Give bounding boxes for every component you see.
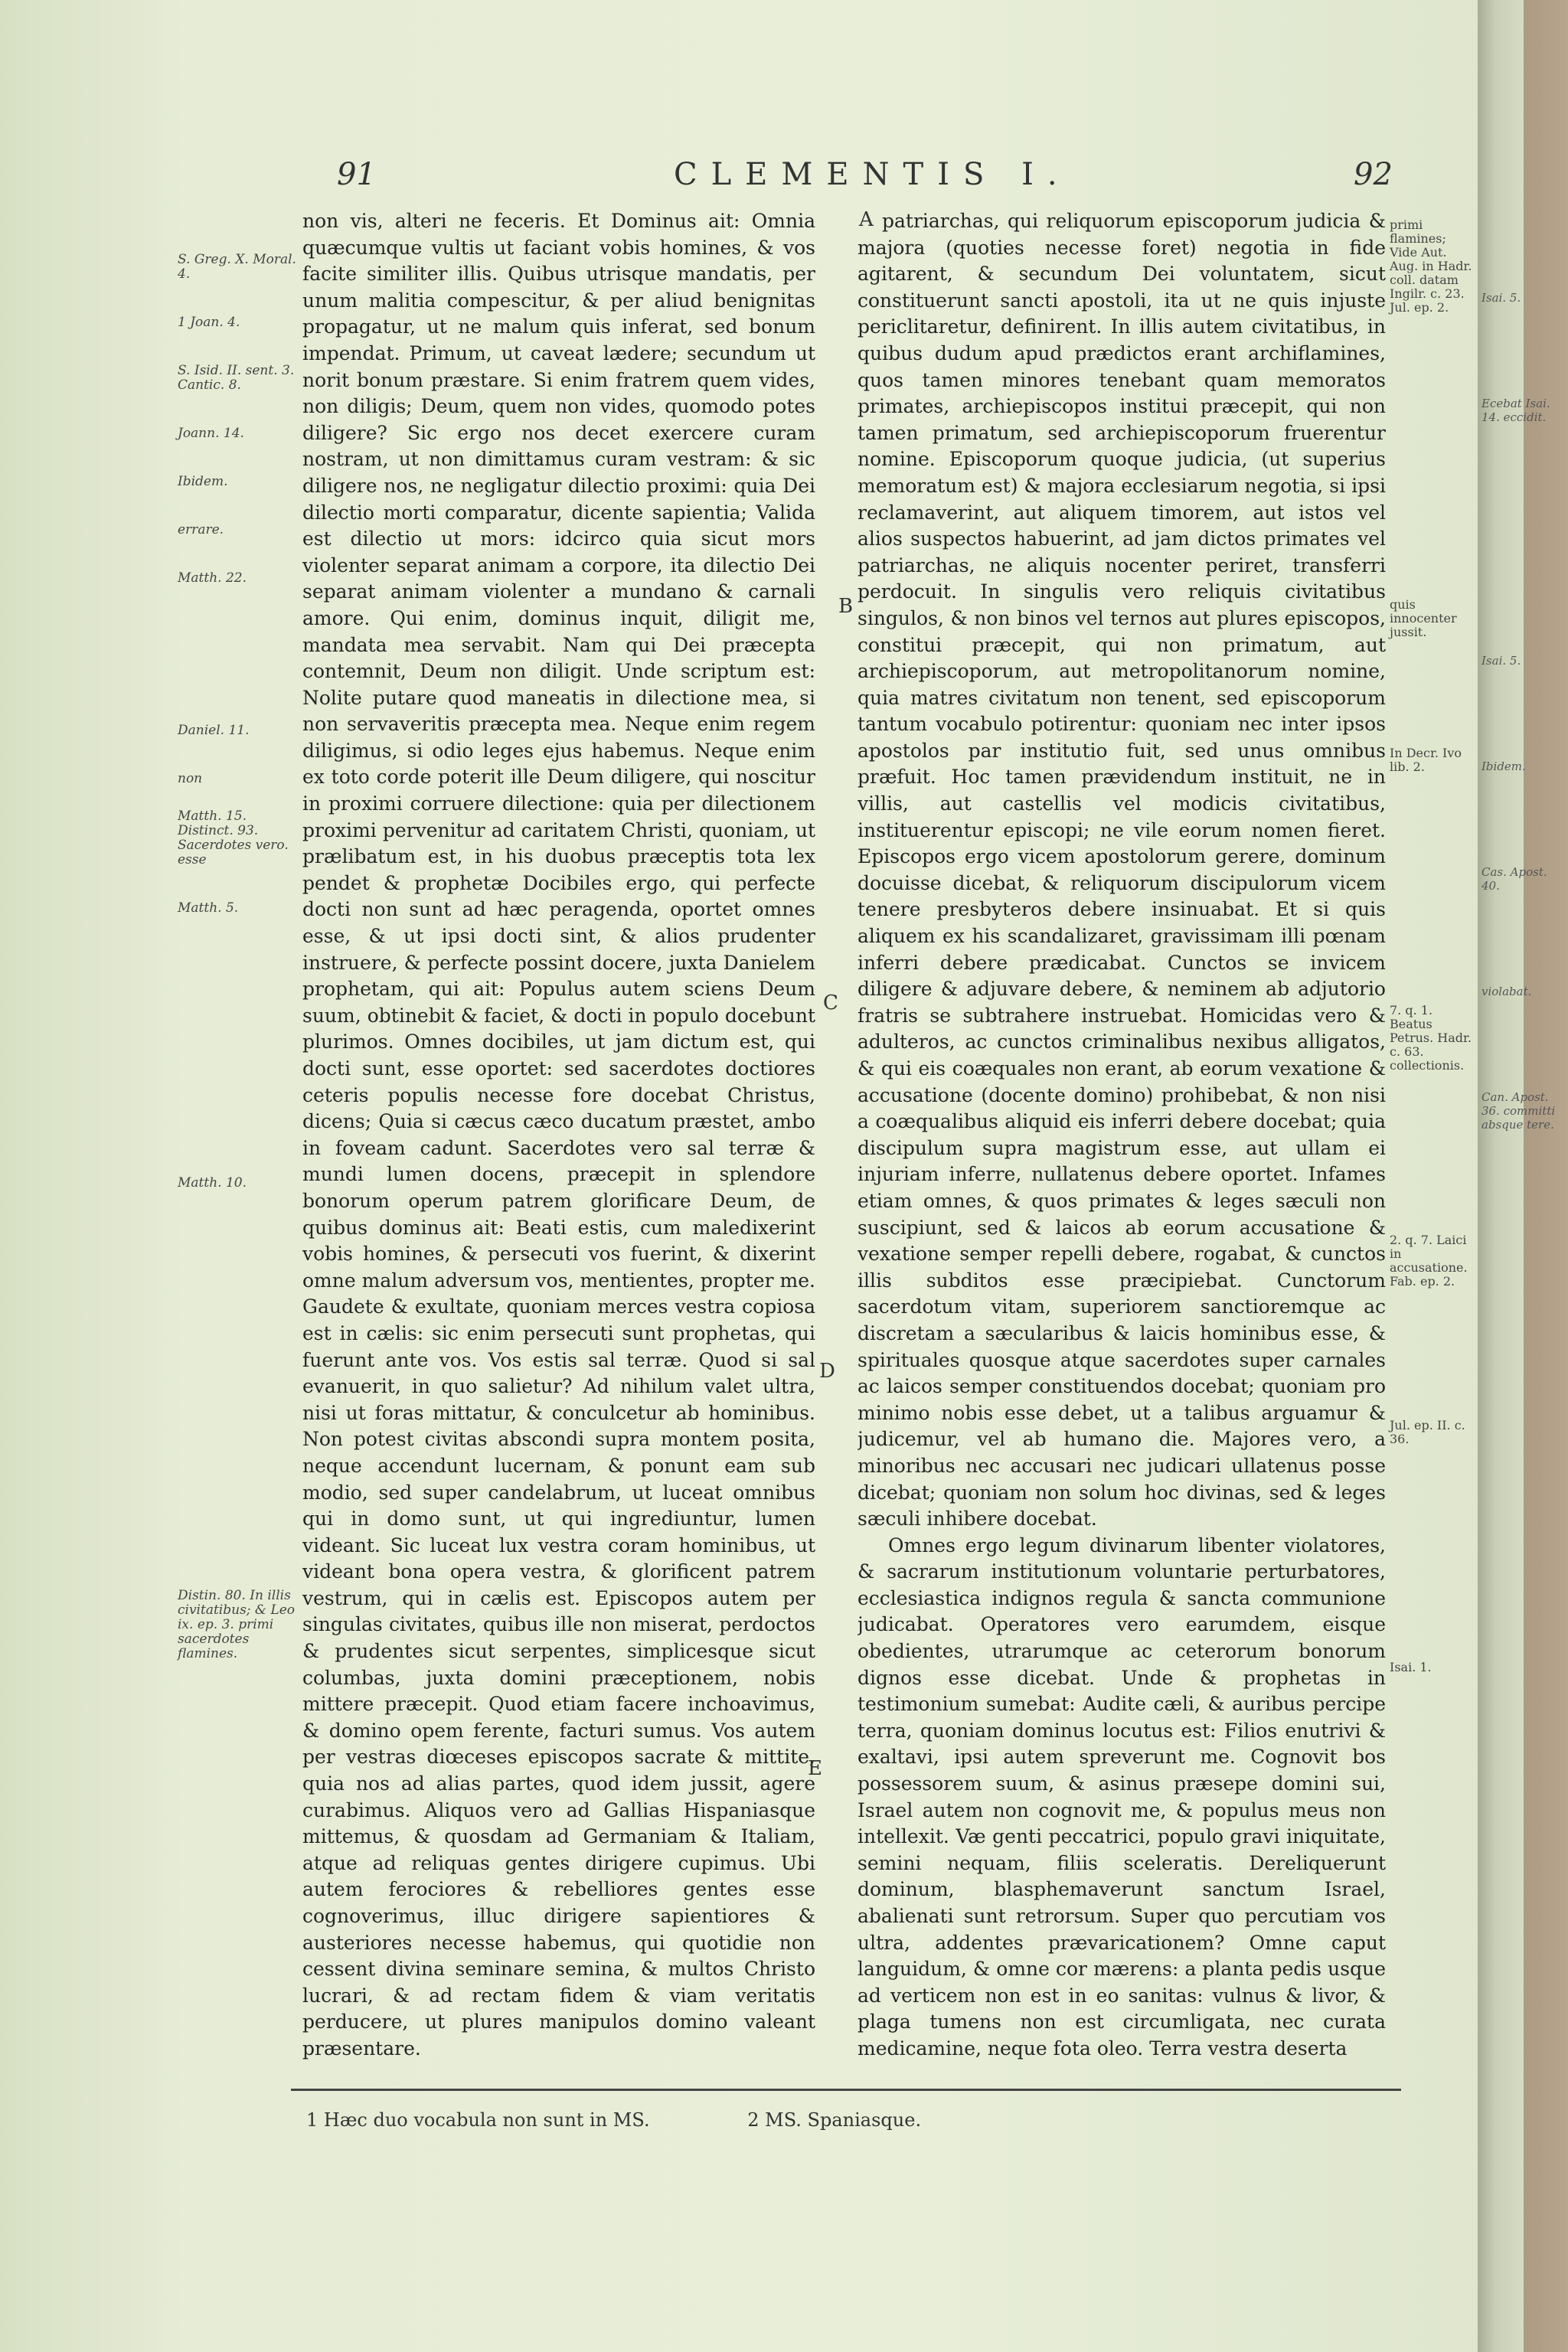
facing-page-fragments (1481, 291, 1566, 1223)
section-letter: C (823, 991, 838, 1014)
running-head: CLEMENTIS I. (674, 157, 1071, 192)
margin-note: Daniel. 11. (178, 723, 250, 738)
margin-note: 1 Joan. 4. (178, 315, 240, 330)
footnote: 1 Hæc duo vocabula non sunt in MS. (306, 2109, 650, 2131)
margin-note: Ibidem. (178, 474, 228, 489)
paragraph: Omnes ergo legum divinarum libenter violatores, & sacrarum institutionum voluntarie perturbatores, ecclesiastica indignos regula & sancta communione judicabat. Operatores vero earumdem, eisque obedientes, utrarumque ac ceterorum bonorum dignos esse dicebat. Unde & prophetas in testimonium sumebat: Audite cæli, & auribus percipe terra, quoniam dominus locutus est: Filios enutrivi & exaltavi, ipsi autem spreverunt me. Cognovit bos possessorem suum, & asinus præsepe domini sui, Israel autem non cognovit me, & populus meus non intellexit. Væ genti peccatrici, populo gravi iniquitate, semini nequam, filiis sceleratis. Dereliquerunt dominum, blasphemaverunt sanctum Israel, abalienati sunt retrorsum. Super quo percutiam vos ultra, addentes prævaricationem? Omne caput languidum, & omne cor mærens: a planta pedis usque ad verticem non est in eo sanitas: vulnus & livor, & plaga tumens non est circumligata, nec curata medicamine, neque fota oleo. Terra vestra deserta (858, 1534, 1386, 2060)
footnotes (306, 2109, 1378, 2131)
margin-note: S. Greg. X. Moral. 4. (178, 252, 296, 282)
right-text-column (858, 208, 1386, 2107)
margin-note: quis innocenter jussit. (1390, 597, 1457, 639)
fragment: violabat. (1481, 985, 1532, 998)
margin-note: S. Isid. II. sent. 3. Cantic. 8. (178, 363, 295, 393)
section-letter: D (819, 1360, 835, 1383)
margin-note: primi flamines; Vide Aut. Aug. in Hadr. coll. datam Ingilr. c. 23. Jul. ep. 2. (1390, 217, 1472, 315)
margin-note: In Decr. Ivo lib. 2. (1390, 746, 1462, 774)
margin-note: Jul. ep. II. c. 36. (1390, 1418, 1465, 1446)
fragment: Cas. Apost. 40. (1481, 865, 1547, 893)
left-text-column (302, 208, 815, 2061)
section-letter: A (859, 208, 874, 231)
fragment: Isai. 5. (1481, 291, 1521, 305)
page-number-right: 92 (1354, 157, 1393, 192)
paragraph: non vis, alteri ne feceris. Et Dominus ait: Omnia quæcumque vultis ut faciant vobis homines, & vos facite similiter illis. Quibus utrisque mandatis, per unum malitia compescitur, & per aliud benignitas propagatur, ut ne malum quis inferat, sed bonum impendat. Primum, ut caveat lædere; secundum ut norit bonum præstare. Si enim fratrem quem vides, non diligis; Deum, quem non vides, quomodo potes diligere? Sic ergo nos decet exercere curam nostram, ut non dimittamus curam vestram: & sic diligere nos, ne negligatur dilectio proximi: quia Dei dilectio morti comparatur, dicente sapientia; Valida est dilectio ut mors: idcirco quia sicut mors violenter separat animam a corpore, ita dilectio Dei separat animam violenter a mundano & carnali amore. Qui enim, dominus inquit, diligit me, mandata mea servabit. Nam qui Dei præcepta contemnit, Deum non diligit. Unde scriptum est: Nolite putare quod maneatis in dilectione mea, si non servaveritis præcepta mea. Neque enim regem diligimus, si odio leges ejus habemus. Neque enim ex toto corde poterit ille Deum diligere, qui noscitur in proximi corruere dilectione: quia per dilectionem proximi pervenitur ad caritatem Christi, quoniam, ut prælibatum est, in his duobus præceptis tota lex pendet & prophetæ Docibiles ergo, qui perfecte docti non sunt ad hæc peragenda, oportet omnes esse, & ut ipsi docti sint, & alios prudenter instruere, & perfecte possint docere, juxta Danielem prophetam, qui ait: Populus autem sciens Deum suum, obtinebit & faciet, & docti in populo docebunt plurimos. Omnes docibiles, ut jam dictum est, qui docti sunt, esse oportet: sed sacerdotes doctiores ceteris populis necesse fore docebat Christus, dicens; Quia si cæcus cæco ducatum præstet, ambo in foveam cadunt. Sacerdotes vero sal terræ & mundi lumen docens, præcepit in splendore bonorum operum patrem glorificare Deum, de quibus dominus ait: Beati estis, cum maledixerint vobis homines, & persecuti vos fuerint, & dixerint omne malum adversum vos, mentientes, propter me. Gaudete & exultate, quoniam merces vestra copiosa est in cælis: sic enim persecuti sunt prophetas, qui fuerunt ante vos. Vos estis sal terræ. Quod si sal evanuerit, in quo salietur? Ad nihilum valet ultra, nisi ut foras mittatur, & conculcetur ab hominibus. Non potest civitas abscondi supra montem posita, neque accendunt lucernam, & ponunt eam sub modio, sed super candelabrum, ut luceat omnibus qui in domo sunt, ut qui ingrediuntur, lumen videant. Sic luceat lux vestra coram hominibus, ut videant bona opera vestra, & glorificent patrem vestrum, qui in cælis est. Episcopos autem per singulas civitates, quibus ille non miserat, perdoctos & prudentes sicut serpentes, simplicesque sicut columbas, juxta domini præceptionem, nobis mittere præcepit. Quod etiam facere inchoavimus, & domino opem ferente, facturi sumus. Vos autem per vestras diœceses episcopos sacrate & mittite, quia nos ad alias partes, quod idem jussit, agere curabimus. Aliquos vero ad Gallias Hispaniasque mittemus, & quosdam ad Germaniam & Italiam, atque ad reliquas gentes dirigere cupimus. Ubi autem ferociores & rebelliores gentes esse cognoverimus, illuc dirigere sapientiores & austeriores necesse habemus, qui quotidie non cessent divina seminare semina, & multos Christo lucrari, & ad rectam fidem & viam veritatis perducere, ut plures manipulos domino valeant præsentare. (302, 210, 815, 2060)
page-header (329, 157, 1401, 203)
fragment: Ecebat Isai. 14. eccidit. (1481, 397, 1550, 424)
margin-note: Matth. 22. (178, 570, 247, 586)
footnote-rule (291, 2089, 1401, 2091)
right-margin-notes (1390, 218, 1478, 1697)
margin-note: errare. (178, 522, 224, 537)
paragraph: patriarchas, qui reliquorum episcoporum judicia & majora (quoties necesse foret) negotia in fide agitarent, & secundum Dei voluntatem, sicut constituerunt sancti apostoli, ita ut ne quis injuste periclitaretur, definirent. In illis autem civitatibus, in quibus dudum apud prædictos erant archiflamines, quos tamen minores tenebant quam memoratos primates, archiepiscopos institui præcepit, qui non tamen primatum, sed archiepiscoporum fruerentur nomine. Episcoporum quoque judicia, (ut superius memoratum est) & majora ecclesiarum negotia, si ipsi reclamaverint, aut aliquem timorem, aut istos vel alios suspectos habuerint, ad jam dictos primates vel patriarchas, ne aliquis nocenter periret, transferri perdocuit. In singulis vero reliquis civitatibus singulos, & non binos vel ternos aut plures episcopos, constitui præcepit, qui non primatum, aut archiepiscoporum, aut metropolitanorum nomine, quia matres civitatum non tenent, sed episcoporum tantum vocabulo potirentur: quoniam nec inter ipsos apostolos par institutio fuit, sed unus omnibus præfuit. Hoc tamen prævidendum instituit, ne in villis, aut castellis vel modicis civitatibus, instituerentur episcopi; ne vile eorum nomen fieret. Episcopos ergo vicem apostolorum gerere, dominum docuisse dicebat, & reliquorum discipulorum vicem tenere presbyteros debere insinuabat. Et si quis aliquem ex his scandalizaret, gravissimam illi pœnam inferri debere prædicabat. Cunctos se invicem diligere & adjuvare debere, & neminem ab adjutorio fratris se subtrahere instruebat. Homicidas vero & adulteros, ac cunctos criminalibus nexibus alligatos, & qui eis coæquales non erant, ab eorum vexatione & accusatione (docente domino) prohibebat, & non nisi a coæqualibus aliquid eis inferri debere docebat; quia discipulum supra magistrum esse, aut ullam ei injuriam inferre, nullatenus debere oportet. Infames etiam omnes, & quos primates & leges sæculi non suscipiunt, sed & laicos ab eorum accusatione & vexatione semper repelli debere, rogabat, & cunctos illis subditos esse præcipiebat. Cunctorum sacerdotum vitam, superiorem sanctioremque ac discretam a sæcularibus & laicis hominibus esse, & spirituales quosque atque sacerdotes super carnales ac laicos semper constituendos docebat; quoniam pro minimo nobis esse debet, ut a talibus arguamur & judicemur, vel ab humano die. Majores vero, a minoribus nec accusari nec judicari ullatenus posse dicebat; quoniam non solum hoc divinas, sed & leges sæculi inhibere docebat. (858, 210, 1386, 1530)
footnote: 2 MS. Spaniasque. (747, 2109, 922, 2131)
margin-note: non (178, 771, 203, 786)
left-margin-notes (178, 253, 304, 1695)
margin-note: 7. q. 1. Beatus Petrus. Hadr. c. 63. collectionis. (1390, 1003, 1472, 1073)
margin-note: Matth. 15. Distinct. 93. Sacerdotes vero. esse (178, 808, 289, 867)
fragment: Can. Apost. 36. committi absque tere. (1481, 1090, 1556, 1132)
margin-note: 2. q. 7. Laici in accusatione. Fab. ep. 2. (1390, 1233, 1468, 1289)
fragment: Isai. 5. (1481, 654, 1521, 668)
section-letter: E (808, 1757, 822, 1780)
page-number-left: 91 (337, 157, 376, 192)
margin-note: Joann. 14. (178, 426, 244, 441)
margin-note: Matth. 5. (178, 900, 239, 916)
fragment: Ibidem. (1481, 760, 1526, 773)
section-letter: B (838, 595, 854, 618)
margin-note: Matth. 10. (178, 1175, 247, 1191)
margin-note: Isai. 1. (1390, 1660, 1432, 1674)
margin-note: Distin. 80. In illis civitatibus; & Leo ix. ep. 3. primi sacerdotes flamines. (178, 1588, 296, 1661)
